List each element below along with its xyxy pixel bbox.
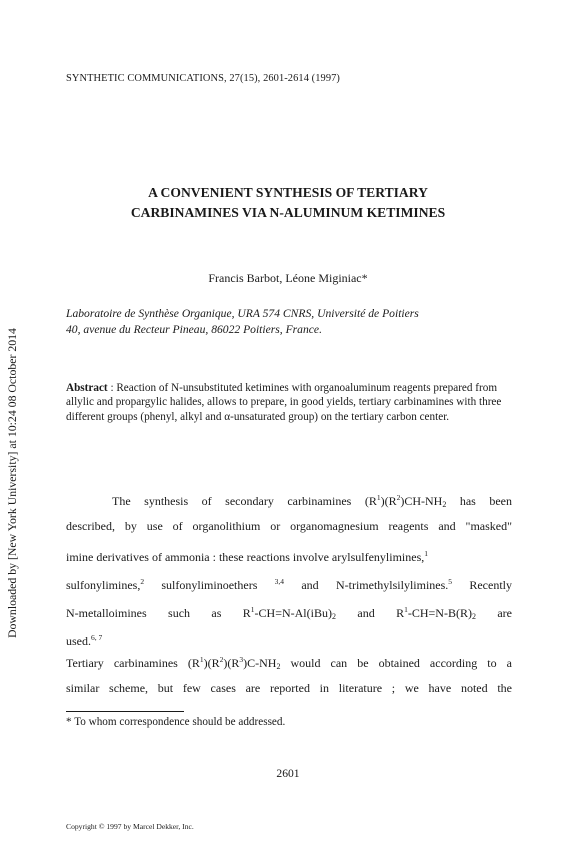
title-line-1: A CONVENIENT SYNTHESIS OF TERTIARY (148, 185, 428, 200)
body-line-3: imine derivatives of ammonia : these reactions involve arylsulfenylimines,$^1$ (66, 549, 428, 564)
body-line-2: described, by use of organolithium or organomagnesium reagents and "masked" (66, 519, 512, 533)
body-line-4: sulfonylimines,$^2$ sulfonyliminoethers $^{3,4}$ and N-trimethylsilylimines.$^5$ Recently (66, 577, 512, 592)
paper-title (0, 183, 576, 223)
affiliation-line-2: 40, avenue du Recteur Pineau, 86022 Poitiers, France. (66, 323, 322, 336)
copyright: Copyright © 1997 by Marcel Dekker, Inc. (66, 822, 194, 831)
abstract-text: : Reaction of N-unsubstituted ketimines with organoaluminum reagents prepared from allylic and propargylic halides, allows to prepare, in good yields, tertiary carbinamines with three different groups (phenyl, alkyl and α-unsaturated group) on the tertiary carbon center. (66, 382, 502, 423)
footnote: * To whom correspondence should be addressed. (66, 716, 286, 728)
affiliation-line-1: Laboratoire de Synthèse Organique, URA 574 CNRS, Université de Poitiers (66, 307, 419, 320)
affiliation (66, 306, 419, 338)
abstract (66, 381, 512, 424)
body-line-6: used.$^{6, 7}$ (66, 633, 103, 648)
body-line-5: N-metalloimines such as $R^1-CH=N-Al(iBu)_2$ and $R^1-CH=N-B(R)_2$ are (66, 605, 512, 621)
journal-header: SYNTHETIC COMMUNICATIONS, 27(15), 2601-2614 (1997) (66, 73, 340, 84)
title-line-2: CARBINAMINES VIA N-ALUMINUM KETIMINES (130, 205, 446, 220)
authors: Francis Barbot, Léone Miginiac* (208, 271, 368, 285)
page-number: 2601 (276, 767, 300, 780)
abstract-label: Abstract (66, 382, 108, 394)
body-line-1: The synthesis of secondary carbinamines $(R^1)(R^2)CH-NH_2$ has been (112, 493, 512, 509)
body-line-7: Tertiary carbinamines $(R^1)(R^2)(R^3)C-NH_2$ would can be obtained according to a (66, 655, 512, 671)
footnote-rule (66, 711, 184, 712)
download-notice: Downloaded by [New York University] at 10:24 08 October 2014 (5, 328, 19, 638)
body-line-8: similar scheme, but few cases are reported in literature ; we have noted the (66, 681, 512, 695)
body-text (66, 490, 512, 695)
